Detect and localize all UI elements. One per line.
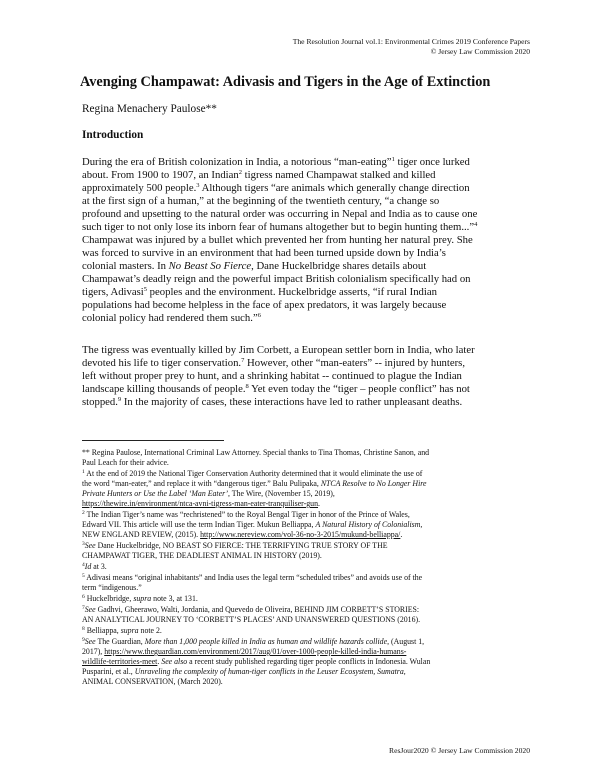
footnote-ref[interactable]: 4	[474, 221, 478, 228]
footnote-line: Pusparini, et al., Unraveling the complexity of human-tiger conflicts in the Leuser Ecosystem, Sumatra,	[82, 667, 406, 676]
footnote-3: $^3$See Dane Huckelbridge, NO BEAST SO FIERCE: THE TERRIFYING TRUE STORY OF THE	[82, 541, 388, 550]
footnote-ref[interactable]: 9	[117, 396, 122, 403]
footnote-line: Paul Leach for their advice.	[82, 458, 169, 467]
body-line: stopped.$^9$ In the majority of cases, these interactions have led to rather unpleasant deaths.	[82, 396, 463, 408]
body-line: colonial policy had rendered them such.”$^6$	[82, 312, 261, 324]
footnote-line: NEW ENGLAND REVIEW, (2015). http://www.nereview.com/vol-36-no-3-2015/mukund-belliappa/.	[82, 530, 403, 539]
running-header	[293, 37, 530, 57]
footnote-line: the word “man-eater,” and replace it with “dangerous tiger.” Balu Pulipaka, NTCA Resolve to No Longer Hire	[82, 479, 427, 488]
footnote-line: Private Hunters or Use the Label ‘Man Eater’, The Wire, (November 15, 2019),	[82, 489, 335, 498]
body-line: left without proper prey to hunt, and a shrinking habitat -- continued to plague the Indian	[82, 370, 462, 382]
body-line: The tigress was eventually killed by Jim Corbett, a European settler born in India, who later	[82, 344, 475, 356]
footnote-link[interactable]: https://thewire.in/environment/ntca-avni-tigress-man-eater-tranquiliser-gun	[82, 499, 319, 508]
body-line: landscape killing thousands of people.$^8$ Yet even today the “tiger – people conflict” has not	[82, 383, 470, 395]
footnote-line: 2017), https://www.theguardian.com/environment/2017/aug/01/over-1000-people-killed-india-humans-	[82, 647, 407, 656]
body-line: Champawat was injured by a bullet which prevented her from hunting her natural prey. She	[82, 234, 473, 246]
footnote-ref[interactable]: 5	[143, 286, 147, 293]
section-heading: Introduction	[82, 129, 144, 141]
body-line: Champawat’s deadly reign and the powerful impact British colonialism specifically had on	[82, 273, 471, 285]
body-line: at the first sign of a human,” at the beginning of the twentieth century, “a change so	[82, 195, 440, 207]
body-line: was forced to survive in an environment that had been turned upside down by India’s	[82, 247, 446, 259]
footnote-line: CHAMPAWAT TIGER, THE DEADLIEST ANIMAL IN HISTORY (2019).	[82, 551, 322, 560]
footnote-ref[interactable]: 1	[391, 156, 395, 163]
footnote-link[interactable]: wildlife-territories-meet	[82, 657, 158, 666]
author-line: Regina Menachery Paulose**	[82, 103, 217, 115]
body-line: about. From 1900 to 1907, an Indian$^2$ tigress named Champawat stalked and killed	[82, 169, 436, 181]
footnote-ref[interactable]: 3	[196, 182, 200, 189]
footnote-4: $^4$Id at 3.	[82, 562, 107, 571]
footnote-ref[interactable]: 6	[257, 312, 261, 319]
body-line: populations had become helpless in the face of apex predators, it was largely because	[82, 299, 447, 311]
footnote-ref[interactable]: 7	[241, 357, 245, 364]
footnote-line: wildlife-territories-meet. See also a recent study published regarding tiger people conflicts in Indonesia. Wulan	[82, 657, 431, 666]
footnote-5: $^5$ Adivasi means “original inhabitants” and India uses the legal term “scheduled tribes” and avoids use of the	[82, 573, 423, 582]
footnote-7: $^7$See Gadhvi, Gheerawo, Walti, Jordania, and Quevedo de Oliveira, BEHIND JIM CORBETT’S STORIES:	[82, 605, 420, 614]
page-footer: ResJour2020 © Jersey Law Commission 2020	[389, 746, 530, 755]
footnote-6: $^6$ Huckelbridge, supra note 3, at 131.	[82, 594, 198, 603]
body-line: approximately 500 people.$^3$ Although tigers “are animals which generally change direction	[82, 182, 470, 194]
footnote-link[interactable]: https://www.theguardian.com/environment/2017/aug/01/over-1000-people-killed-india-humans-	[104, 647, 407, 656]
footnote-ref[interactable]: 8	[245, 383, 249, 390]
footnote-link[interactable]: http://www.nereview.com/vol-36-no-3-2015/mukund-belliappa/	[200, 530, 401, 539]
footnote-line: ANIMAL CONSERVATION, (March 2020).	[82, 677, 223, 686]
footnote-line: ** Regina Paulose, International Criminal Law Attorney. Special thanks to Tina Thomas, Christine Sanon, and	[82, 448, 430, 457]
body-line: tigers, Adivasi$^5$ peoples and the environment. Huckelbridge asserts, “if rural Indian	[82, 286, 437, 298]
footnote-line: term “indigenous.”	[82, 583, 142, 592]
footnote-line: AN ANALYTICAL JOURNEY TO ‘CORBETT’S PLACES’ AND UNANSWERED QUESTIONS (2016).	[82, 615, 421, 624]
journal-line: The Resolution Journal vol.1: Environmental Crimes 2019 Conference Papers	[292, 37, 530, 46]
footnote-2: $^2$ The Indian Tiger’s name was “rechristened” to the Royal Bengal Tiger in honor of the Prince of Wales,	[82, 510, 410, 519]
body-line: colonial masters. In No Beast So Fierce, Dane Huckelbridge shares details about	[82, 260, 427, 272]
book-title: No Beast So Fierce	[168, 260, 252, 272]
footnote-9: $^9$See The Guardian, More than 1,000 people killed in India as human and wildlife hazards collide, (August 1,	[82, 637, 425, 646]
footnote-divider	[82, 440, 224, 441]
copyright-line: © Jersey Law Commission 2020	[430, 47, 530, 56]
footnote-ref[interactable]: 2	[238, 169, 242, 176]
footnote-line: https://thewire.in/environment/ntca-avni-tigress-man-eater-tranquiliser-gun.	[82, 499, 320, 508]
body-line: such tiger to not only lose its inborn fear of humans altogether but to begin hunting them...”$^4$	[82, 221, 478, 233]
article-title: Avenging Champawat: Adivasis and Tigers in the Age of Extinction	[80, 74, 491, 90]
body-line: During the era of British colonization in India, a notorious “man-eating”$^1$ tiger once lurked	[82, 156, 470, 168]
footnote-1: $^1$ At the end of 2019 the National Tiger Conservation Authority determined that it would eliminate the use of	[82, 469, 423, 478]
footnote-8: $^8$ Belliappa, supra note 2.	[82, 626, 162, 635]
body-line: profound and upsetting to the natural order was occurring in Nepal and India as to cause one	[82, 208, 478, 220]
body-line: devoted his life to tiger conservation.$^7$ However, other “man-eaters” -- injured by hunters,	[82, 357, 465, 369]
footnote-line: Edward VII. This article will use the term Indian Tiger. Mukun Belliappa, A Natural History of Colonialism,	[82, 520, 423, 529]
